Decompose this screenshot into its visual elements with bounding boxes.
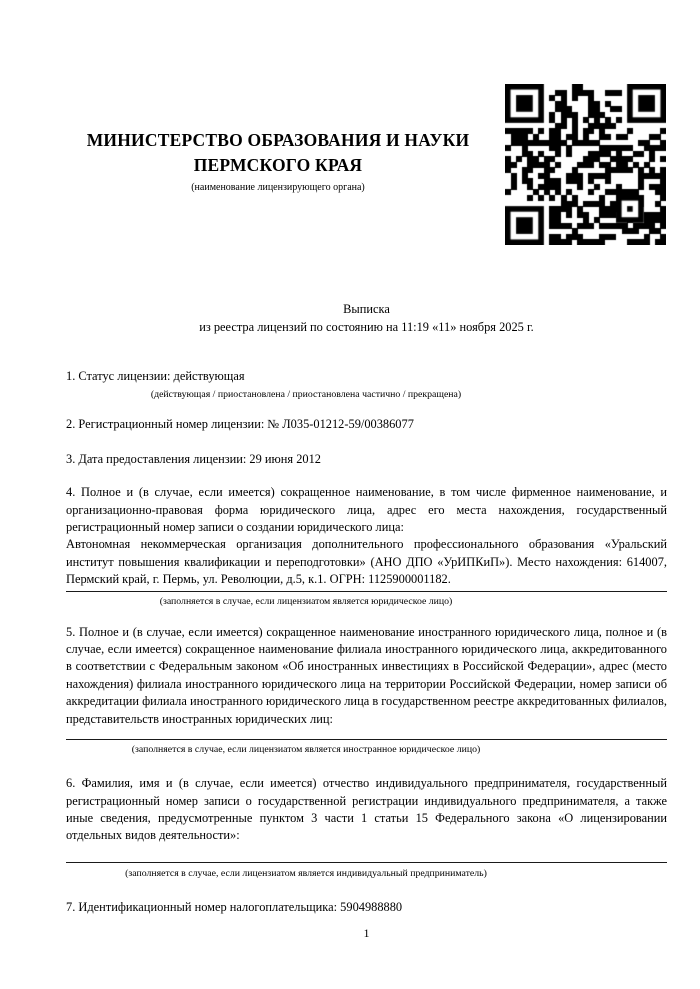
individual-entrepreneur-fill-line	[66, 862, 667, 863]
license-status-text: 1. Статус лицензии: действующая	[66, 369, 245, 383]
legal-entity-info-value: Автономная некоммерческая организация дополнительного профессионального образования «Уральский институт повышения квалификации и переподготовки» (АНО ДПО «УрИПКиП»). Место нахождения: 614007, Пермский край, г. Пермь, ул. Революции, д.5, к.1. ОГРН: 1125900001182.	[66, 537, 667, 587]
document-title	[66, 301, 667, 336]
foreign-entity-info-label: 5. Полное и (в случае, если имеется) сокращенное наименование иностранного юридического лица, полное и (в случае, если имеется) сокращенное наименование филиала иностранного юридического лица, аккредитованного в соответствии с Федеральным законом «Об иностранных инвестициях в Российской Федерации», адрес (место нахождения) филиала иностранного юридического лица на территории Российской Федерации, номер записи об аккредитации филиала иностранного юридического лица в государственном реестре аккредитованных филиалов, представительств иностранных юридических лиц:	[66, 624, 667, 726]
item-individual-entrepreneur-info	[66, 775, 667, 880]
item-license-grant-date	[66, 451, 667, 468]
individual-entrepreneur-caption: (заполняется в случае, если лицензиатом является индивидуальный предприниматель)	[125, 867, 487, 879]
legal-entity-caption: (заполняется в случае, если лицензиатом является юридическое лицо)	[159, 595, 453, 607]
licensing-authority-block	[66, 128, 490, 194]
licensing-authority-caption: (наименование лицензирующего органа)	[191, 182, 365, 193]
item-legal-entity-info	[66, 484, 667, 607]
document-body	[66, 368, 667, 916]
foreign-entity-fill-line	[66, 739, 667, 740]
taxpayer-id-text: 7. Идентификационный номер налогоплательщика: 5904988880	[66, 899, 403, 914]
page-number: 1	[363, 926, 370, 940]
registration-number-text: 2. Регистрационный номер лицензии: № Л035-01212-59/00386077	[66, 417, 414, 432]
ministry-name-line2: ПЕРМСКОГО КРАЯ	[193, 155, 363, 175]
document-title-line2: из реестра лицензий по состоянию на 11:19 «11» ноября 2025 г.	[199, 319, 534, 334]
ministry-name-line1: МИНИСТЕРСТВО ОБРАЗОВАНИЯ И НАУКИ	[86, 130, 470, 150]
license-grant-date-text: 3. Дата предоставления лицензии: 29 июня 2012	[66, 451, 322, 466]
license-status-caption: (действующая / приостановлена / приостановлена частично / прекращена)	[150, 389, 462, 401]
item-foreign-entity-info	[66, 624, 667, 756]
item-taxpayer-id	[66, 899, 667, 916]
document-title-line1: Выписка	[343, 302, 390, 316]
item-registration-number	[66, 416, 667, 433]
legal-entity-fill-line	[66, 591, 667, 592]
individual-entrepreneur-label: 6. Фамилия, имя и (в случае, если имеется) отчество индивидуального предпринимателя, государственный регистрационный номер записи о государственной регистрации индивидуального предпринимателя, а также иные сведения, предусмотренные пунктом 3 части 1 статьи 15 Федерального закона «О лицензировании отдельных видов деятельности»:	[66, 776, 667, 843]
foreign-entity-caption: (заполняется в случае, если лицензиатом является иностранное юридическое лицо)	[131, 744, 481, 756]
qr-code-icon	[505, 84, 666, 245]
legal-entity-info-label: 4. Полное и (в случае, если имеется) сокращенное наименование, в том числе фирменное наименование, и организационно-правовая форма юридического лица, адрес его места нахождения, государственный регистрационный номер записи о создании юридического лица:	[66, 485, 667, 535]
item-license-status	[66, 368, 667, 401]
